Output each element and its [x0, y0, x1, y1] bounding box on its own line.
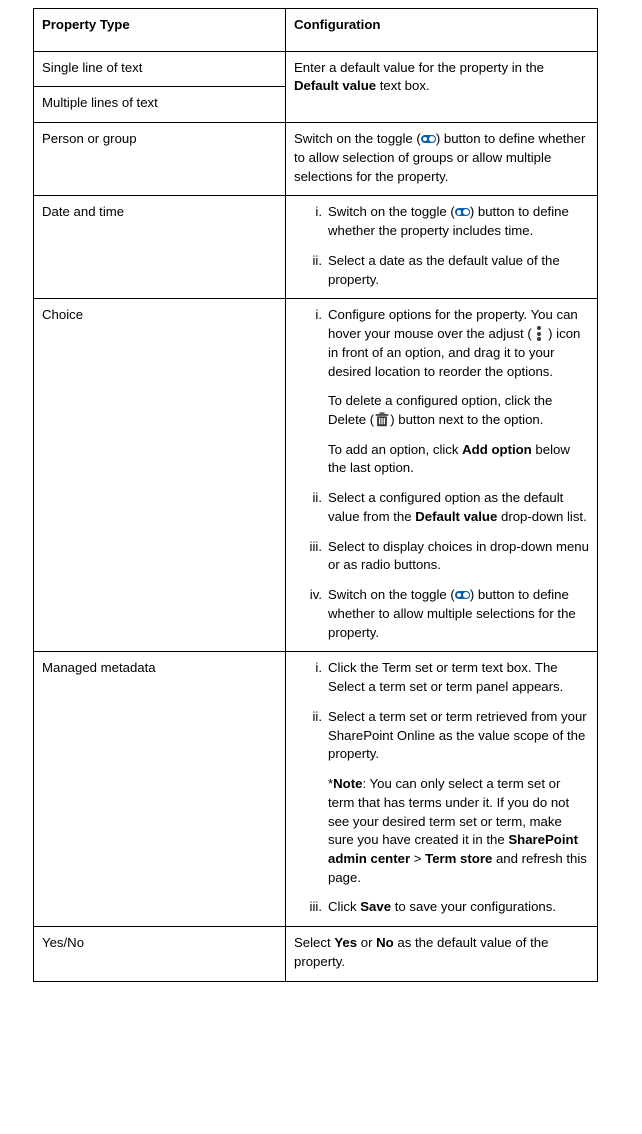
step-marker: iv.: [309, 587, 322, 603]
config-paragraph: Switch on the toggle ( ) button to define whether to allow multiple selections for the property.: [328, 587, 576, 640]
table-row: [34, 652, 598, 927]
emphasis-text: Default value: [415, 508, 498, 524]
config-step-item: [294, 586, 589, 642]
config-paragraph: To add an option, click Add option below the last option.: [328, 441, 570, 476]
kebab-menu-icon: [537, 326, 542, 341]
step-body: [328, 659, 589, 696]
property-type-cell: Person or group: [34, 123, 286, 196]
table-row: [34, 51, 598, 87]
step-body: [328, 306, 589, 478]
property-type-cell: Date and time: [34, 196, 286, 299]
config-paragraph: Select a date as the default value of the property.: [328, 252, 560, 287]
step-body: [328, 538, 589, 575]
config-paragraph: Click the Term set or term text box. The Select a term set or term panel appears.: [328, 660, 564, 695]
property-configuration-table: [33, 8, 598, 982]
property-type-cell: Multiple lines of text: [34, 87, 286, 123]
configuration-cell: [286, 51, 598, 122]
toggle-icon: [455, 591, 470, 599]
config-step-item: [294, 659, 589, 696]
emphasis-text: Add option: [462, 441, 532, 457]
config-step-item: [294, 708, 589, 888]
config-step-item: [294, 306, 589, 478]
config-step-list: [294, 306, 589, 642]
table-header-row: [34, 9, 598, 52]
kebab-dot: [537, 332, 541, 336]
toggle-knob: [457, 210, 462, 215]
kebab-dot: [537, 337, 541, 341]
step-marker: i.: [315, 660, 322, 676]
property-type-cell: Managed metadata: [34, 652, 286, 927]
config-paragraph: Select a term set or term retrieved from your SharePoint Online as the value scope of the property.: [328, 708, 587, 762]
config-paragraph: To delete a configured option, click the Delete ( ) button next to the option.: [328, 393, 553, 428]
toggle-rim: [462, 591, 470, 599]
config-paragraph: Switch on the toggle ( ) button to define whether to allow selection of groups or allow multiple selections for the property.: [294, 131, 586, 184]
config-step-item: [294, 898, 589, 917]
toggle-knob: [457, 593, 462, 598]
toggle-icon: [455, 208, 470, 216]
config-step-item: [294, 203, 589, 240]
emphasis-text: Default value: [294, 78, 377, 94]
step-body: [328, 586, 589, 642]
step-body: [328, 489, 589, 526]
config-step-item: [294, 252, 589, 289]
config-paragraph: *Note: You can only select a term set or term that has terms under it. If you do not see your desired term set or term, make sure you have created it in the SharePoint admin center > Term store and refresh this page.: [328, 776, 587, 885]
table-row: [34, 123, 598, 196]
emphasis-text: Yes: [334, 935, 358, 951]
config-step-item: [294, 538, 589, 575]
config-paragraph: Enter a default value for the property in the Default value text box.: [294, 59, 544, 94]
table-body: [34, 51, 598, 981]
toggle-knob: [423, 137, 428, 142]
configuration-cell: [286, 196, 598, 299]
step-marker: i.: [315, 204, 322, 220]
emphasis-text: SharePoint admin center: [328, 832, 578, 866]
column-header-property-type: Property Type: [34, 9, 286, 52]
step-body: [328, 203, 589, 240]
toggle-rim: [428, 135, 436, 143]
emphasis-text: Term store: [425, 850, 493, 866]
step-body: [328, 898, 589, 917]
table-row: [34, 299, 598, 652]
step-marker: ii.: [312, 252, 322, 268]
toggle-rim: [462, 208, 470, 216]
step-body: [328, 252, 589, 289]
step-marker: ii.: [312, 490, 322, 506]
property-type-cell: Choice: [34, 299, 286, 652]
kebab-dot: [537, 326, 541, 330]
trash-icon: [375, 412, 389, 427]
step-body: [328, 708, 589, 888]
column-header-configuration: Configuration: [286, 9, 598, 52]
config-step-item: [294, 489, 589, 526]
emphasis-text: No: [376, 935, 394, 951]
property-type-cell: Yes/No: [34, 927, 286, 981]
configuration-cell: [286, 652, 598, 927]
step-marker: iii.: [309, 899, 322, 915]
config-step-list: [294, 203, 589, 289]
config-paragraph: Select to display choices in drop-down menu or as radio buttons.: [328, 538, 589, 573]
step-marker: i.: [315, 307, 322, 323]
config-paragraph: Switch on the toggle ( ) button to define whether the property includes time.: [328, 204, 569, 239]
emphasis-text: Save: [360, 899, 392, 915]
config-step-list: [294, 659, 589, 917]
table-row: [34, 927, 598, 981]
toggle-icon: [421, 135, 436, 143]
emphasis-text: Note: [333, 776, 363, 792]
configuration-cell: [286, 123, 598, 196]
configuration-cell: [286, 927, 598, 981]
config-paragraph: Select Yes or No as the default value of the property.: [294, 935, 549, 969]
configuration-cell: [286, 299, 598, 652]
property-type-cell: Single line of text: [34, 51, 286, 87]
table-row: [34, 196, 598, 299]
step-marker: iii.: [309, 538, 322, 554]
step-marker: ii.: [312, 708, 322, 724]
config-paragraph: Click Save to save your configurations.: [328, 899, 556, 915]
config-paragraph: Configure options for the property. You can hover your mouse over the adjust ( ) icon in front of an option, and drag it to your desired location to reorder the options.: [328, 307, 581, 379]
config-paragraph: Select a configured option as the default value from the Default value drop-down list.: [328, 490, 587, 524]
